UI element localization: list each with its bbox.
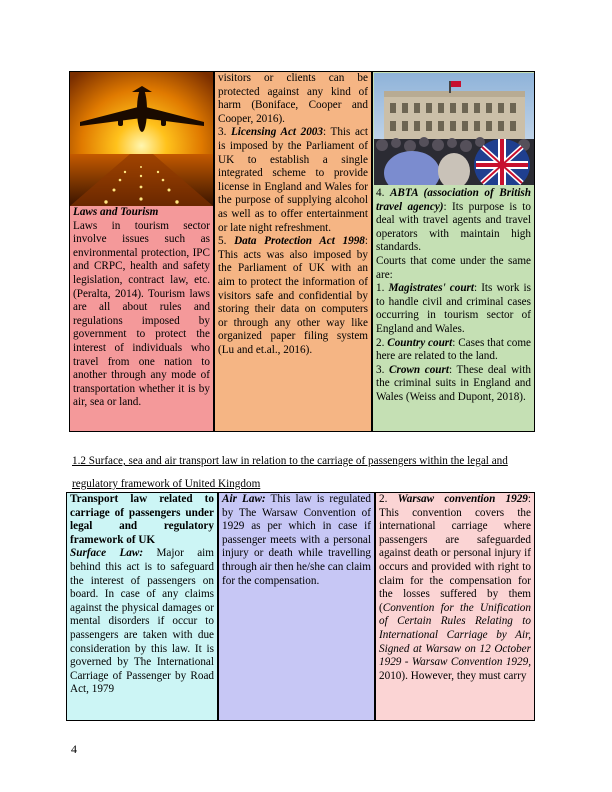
palace-crowd-image — [374, 73, 535, 185]
court1-title: Magistrates' court — [388, 282, 475, 295]
court3-number: 3. — [376, 363, 390, 376]
air-law-title: Air Law: — [222, 493, 266, 505]
air-law-body: This law is regulated by The Warsaw Convention of 1929 as per which in case if passenger meets with a personal injury or death while travelling through air then he/she can claim for the compensation. — [222, 493, 371, 587]
warsaw-citation: Convention for the Unification of Certain Rules Relating to International Carriage by Air, Signed at Warsaw on 12 October 1929 - Warsaw Convention 1929, — [379, 601, 531, 669]
page-number: 4 — [71, 742, 77, 756]
item3-body: : This act is imposed by the Parliament of UK to establish a single integrated scheme to provide license in England and Wales for the purpose of supplying alcohol as well as to offer entertainment or late night refreshment. — [218, 126, 368, 234]
table1-col3-item4 — [376, 187, 531, 255]
table2-col3-cell — [375, 492, 535, 721]
table2-col2-body-para — [222, 493, 371, 588]
court2-body: : Cases that come here are related to the land. — [376, 336, 531, 363]
table1-col1-title: Laws and Tourism — [73, 206, 159, 218]
court2-title: Country court — [387, 336, 453, 349]
warsaw-number: 2. — [379, 493, 398, 505]
table2-col1-body-para — [70, 547, 214, 697]
item5-title: Data Protection Act 1998 — [234, 235, 365, 248]
item4-title: ABTA (association of British travel agency) — [376, 187, 532, 213]
court3-body: : These deal with the criminal suits in England and Wales (Weiss and Dupont, 2018). — [376, 363, 531, 403]
warsaw-body-end: 2010). However, they must carry — [379, 669, 527, 682]
surface-law-title: Surface Law: — [70, 547, 144, 560]
court3 — [376, 364, 531, 405]
court2-number: 2. — [376, 336, 388, 349]
court1-body: : Its work is to handle civil and criminal cases occurring in tourism sector of England and Wales. — [376, 282, 532, 335]
section-heading: 1.2 Surface, sea and air transport law in relation to the carriage of passengers within the legal and regulatory framework of United Kingdom — [72, 455, 508, 490]
table2-col2-cell — [218, 492, 375, 721]
warsaw-title: Warsaw convention 1929 — [397, 493, 528, 505]
table2-col3-body-para — [379, 493, 531, 683]
court3-title: Crown court — [389, 363, 449, 376]
item3-title: Licensing Act 2003 — [230, 126, 323, 139]
item5-body: : This acts was also imposed by the Parliament of UK with an aim to protect the information of visitors safe and confidential by storing their data on computers or through any other way like organized paper filing system (Lu and et.al., 2016). — [218, 235, 369, 356]
courts-intro: Courts that come under the same are: — [376, 254, 531, 281]
table1-col2-item3 — [218, 126, 368, 235]
table2-col1-cell — [66, 492, 218, 721]
surface-law-body: Major aim behind this act is to safeguard the interest of passengers on board. In case of any claims against the physical damages or mental disorders if occur to passengers are taken with due consideration by this law. It is governed by The International Carriage of Passenger by Road Act, 1979 — [70, 547, 214, 696]
table1-col1-cell — [69, 71, 214, 432]
table2-col1-title: Transport law related to carriage of passengers under legal and regulatory framework of UK — [70, 493, 214, 546]
court2 — [376, 337, 531, 364]
table1-col2-intro: visitors or clients can be protected against any kind of harm (Boniface, Cooper and Cooper, 2016). — [218, 72, 368, 125]
table1-col2-item5 — [218, 235, 368, 357]
table1-col3-cell — [372, 71, 535, 432]
item5-number: 5. — [218, 235, 235, 248]
item3-number: 3. — [218, 126, 231, 139]
court1 — [376, 282, 531, 336]
table1-col2-cell — [214, 71, 372, 432]
item4-number: 4. — [376, 187, 390, 199]
court1-number: 1. — [376, 282, 389, 295]
warsaw-body: : This convention covers the international carriage where passengers are safeguarded against death or personal injury if occurs and provided with right to claim for the compensation for the losses suffered by them ( — [379, 493, 531, 614]
item4-body: : Its purpose is to deal with travel agents and travel operators with maintain high standards. — [376, 200, 531, 254]
airplane-sunset-image — [70, 72, 213, 206]
table1-col1-body: Laws in tourism sector involve issues such as environmental protection, IPC and CRPC, health and safety legislation, contract law, etc. (Peralta, 2014). Tourism laws are all about rules and regulations imposed by government to protect the interest of individuals who travel from one nation to another through any mode of transportation whether it is by air, sea or land. — [73, 219, 210, 409]
